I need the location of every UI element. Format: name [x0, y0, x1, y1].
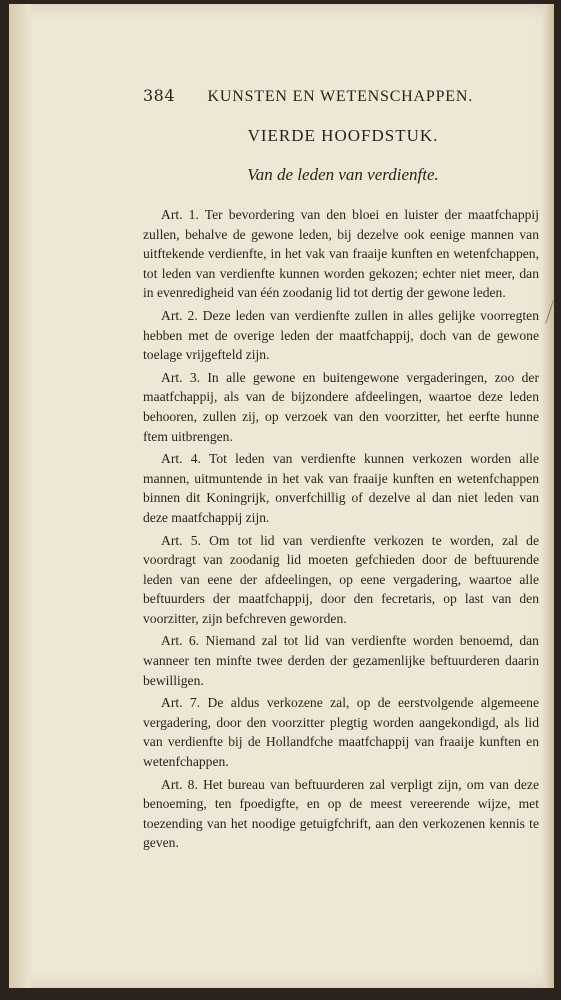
article-label: Art. 7. [161, 695, 201, 711]
page-number: 384 [143, 86, 176, 105]
article-label: Art. 2. [161, 307, 198, 323]
article-text: Niemand zal tot lid van verdienfte worden benoemd, dan wanneer ten minfte twee derden der gezamenlijke beftuurderen daarin bewilligen. [143, 633, 539, 688]
article-label: Art. 6. [161, 633, 200, 649]
article-text: Om tot lid van verdienfte verkozen te worden, zal de voordragt van zoodanig lid moeten gefchieden door de beftuurende leden van eene der afdeelingen, op eene vergadering, waartoe alle beftuurders der maatfchappij, door den fecretaris, op last van den voorzitter, zijn befchreven geworden. [143, 532, 539, 626]
article-text: Tot leden van verdienfte kunnen verkozen worden alle mannen, uitmuntende in het vak van fraaije kunften en wetenfchappen binnen dit Koningrijk, onverfchillig of dezelve al dan niet leden van deze maatfchappij zijn. [143, 451, 539, 525]
article-6 [143, 631, 539, 690]
article-text: Het bureau van beftuurderen zal verpligt zijn, om van deze benoeming, ten fpoedigfte, en op de meest vereerende wijze, met toezending van het noodige getuigfchrift, aan den verkozenen kennis te geven. [143, 776, 539, 851]
article-text: Deze leden van verdienfte zullen in alles gelijke voorregten hebben met de overige leden der maatfchappij, doch van de gewone toelage vrijgefteld zijn. [143, 307, 539, 363]
article-4 [143, 449, 539, 527]
article-text: Ter bevordering van den bloei en luister der maatfchappij zullen, behalve de gewone leden, bij dezelve ook eenige mannen van uitftekende verdienfte, in het vak van fraaije kunften en wetenfchappen, tot leden van verdienfte kunnen worden gekozen; echter niet meer, dan in evenredigheid van één zoodanig lid tot dertig der gewone leden. [143, 207, 539, 301]
article-7 [143, 693, 539, 771]
article-label: Art. 4. [161, 451, 201, 467]
chapter-heading: VIERDE HOOFDSTUK. [247, 126, 439, 145]
section-heading: Van de leden van verdienfte. [247, 165, 439, 184]
page-edge-right [543, 4, 554, 988]
page-gutter-left [9, 4, 31, 988]
article-label: Art. 1. [161, 207, 199, 222]
article-3 [143, 368, 539, 446]
article-label: Art. 3. [161, 369, 201, 385]
article-label: Art. 5. [161, 532, 201, 548]
article-1 [143, 205, 539, 303]
running-title: KUNSTEN EN WETENSCHAPPEN. [207, 88, 473, 105]
article-label: Art. 8. [161, 776, 198, 792]
article-text: De aldus verkozene zal, op de eerstvolgende algemeene vergadering, door den voorzitter plegtig worden aangekondigd, als lid van verdienfte bij de Hollandfche maatfchappij van fraaije kunften en wetenfchappen. [143, 695, 539, 770]
article-text: In alle gewone en buitengewone vergaderingen, zoo der maatfchappij, als van de bijzondere afdeelingen, waartoe deze leden behooren, zullen zij, op verzoek van den voorzitter, het eerfte hunne ftem uitbrengen. [143, 369, 539, 444]
body-text [143, 205, 539, 856]
running-head [143, 86, 473, 106]
article-8 [143, 775, 539, 853]
article-5 [143, 531, 539, 629]
article-2 [143, 306, 539, 365]
